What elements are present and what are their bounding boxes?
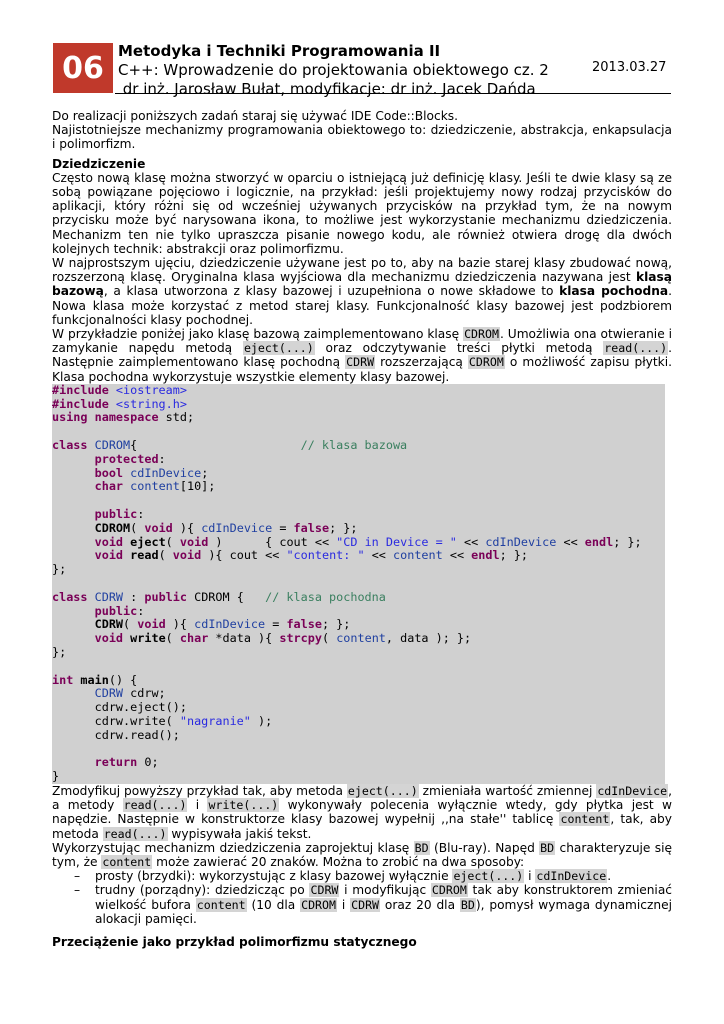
approach-list xyxy=(52,869,672,926)
authors-line: dr inż. Jarosław Bułat, modyfikacje: dr inż. Jacek Dańda xyxy=(118,80,536,98)
lesson-number-badge: 06 xyxy=(53,43,113,93)
code-listing: #include <iostream> #include <string.h> using namespace std; class CDROM{ // klasa bazowa protected: bool cdInDevice; char content[10]; public: CDROM( void ){ cdInDevice = false; }; void eject( void ) { cout << "CD in Device = " << cdInDevice << endl; }; void read( void ){ cout << "content: " << content << endl; }; }; class CDRW : public CDROM { // klasa pochodna public: CDRW( void ){ cdInDevice = false; }; void write( char *data ){ strcpy( content, data ); }; }; int main() { CDRW cdrw; cdrw.eject(); cdrw.write( "nagranie" ); cdrw.read(); return 0; } xyxy=(52,384,665,784)
list-item: – trudny (porządny): dziedzicząc po CDRW i modyfikując CDROM tak aby konstruktorem zmieniać wielkość bufora content (10 dla CDROM i CDRW oraz 20 dla BD), pomysł wymaga dynamicznej alokacji pamięci. xyxy=(52,883,672,926)
document-date: 2013.03.27 xyxy=(592,60,667,75)
list-item: – prosty (brzydki): wykorzystując z klasy bazowej wyłącznie eject(...) i cdInDevice. xyxy=(52,869,672,883)
intro-line-1: Do realizacji poniższych zadań staraj się używać IDE Code::Blocks. xyxy=(52,109,458,123)
document-body xyxy=(52,109,672,949)
document-header xyxy=(118,42,549,99)
lesson-subtitle: C++: Wprowadzenie do projektowania obiektowego cz. 2 xyxy=(118,61,549,79)
paragraph-exercise-1: Zmodyfikuj powyższy przykład tak, aby metoda eject(...) zmieniała wartość zmiennej cdInDevice, a metody read(...) i write(...) wykonywały polecenia wyłącznie wtedy, gdy płytka jest w napędzie. Następnie w konstruktorze klasy bazowej wypełnij ,,na stałe'' tablicę content, tak, aby metoda read(...) wypisywała jakiś tekst. xyxy=(52,783,672,841)
paragraph-inheritance-3: W przykładzie poniżej jako klasę bazową zaimplementowano klasę CDROM. Umożliwia ona otwieranie i zamykanie napędu metodą eject(...) oraz odczytywanie treści płytki metodą read(...). Następnie zaimplementowano klasę pochodną CDRW rozszerzającą CDROM o możliwość zapisu płytki. Klasa pochodna wykorzystuje wszystkie elementy klasy bazowej. xyxy=(52,327,672,384)
intro-line-2: Najistotniejsze mechanizmy programowania obiektowego to: dziedziczenie, abstrakcja, enkapsulacja i polimorfizm. xyxy=(52,123,672,152)
course-title: Metodyka i Techniki Programowania II xyxy=(118,42,441,60)
section-heading-inheritance: Dziedziczenie xyxy=(52,156,146,171)
header-divider xyxy=(115,93,671,94)
paragraph-inheritance-1: Często nową klasę można stworzyć w oparciu o istniejącą już definicję klasy. Jeśli te dwie klasy są ze sobą powiązane pojęciowo i logicznie, na przykład: jeśli projektujemy nowy rodzaj przycisków do aplikacji, który różni się od wcześniej używanych przycisków na przykład tym, że na nowym przycisku może być narysowana ikona, to możliwe jest wykorzystanie mechanizmu dziedziczenia. Mechanizm ten nie tylko upraszcza pisanie nowego kodu, ale również otwiera drogę dla dwóch kolejnych technik: abstrakcji oraz polimorfizmu. xyxy=(52,170,672,256)
paragraph-exercise-2: Wykorzystując mechanizm dziedziczenia zaprojektuj klasę BD (Blu-ray). Napęd BD charakteryzuje się tym, że content może zawierać 20 znaków. Można to zrobić na dwa sposoby: xyxy=(52,840,673,869)
paragraph-inheritance-2: W najprostszym ujęciu, dziedziczenie używane jest po to, aby na bazie starej klasy zbudować nową, rozszerzoną klasę. Oryginalna klasa wyjściowa dla mechanizmu dziedziczenia nazywana jest klasą bazową, a klasa utworzona z klasy bazowej i uzupełniona o nowe składowe to klasa pochodna. Nowa klasa może korzystać z metod starej klasy. Funkcjonalność klasy bazowej jest podzbiorem funkcjonalności klasy pochodnej. xyxy=(52,256,672,327)
section-heading-overloading: Przeciążenie jako przykład polimorfizmu statycznego xyxy=(52,935,417,949)
